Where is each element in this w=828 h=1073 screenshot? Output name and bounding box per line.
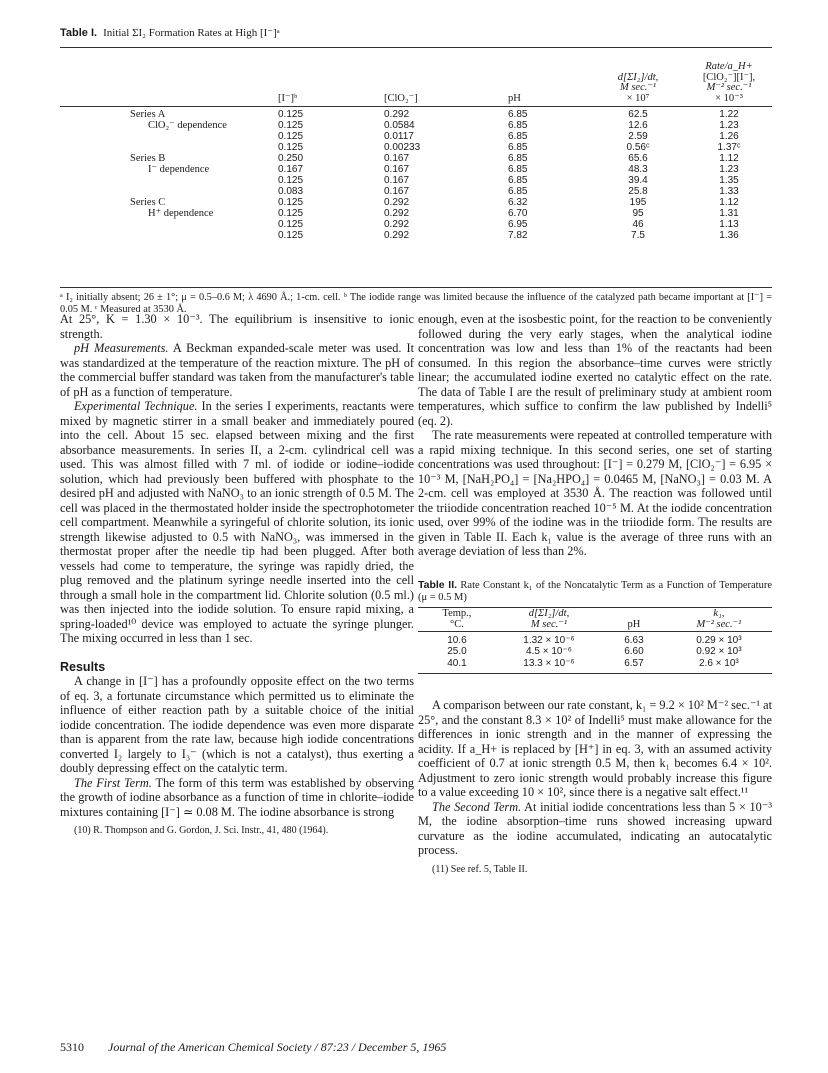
table1-header-rate-l1: d[ΣI₂]/dt, (617, 71, 659, 83)
page-footer (60, 1040, 446, 1055)
table1-cell-c3: 6.85 (508, 164, 528, 175)
table1-cell-c1: 0.125 (278, 208, 304, 219)
table1-cell-c5: 1.31 (719, 208, 739, 219)
page-number: 5310 (60, 1040, 84, 1054)
table1-row (60, 186, 772, 197)
table1-cell-c1: 0.125 (278, 131, 304, 142)
table1-cell-c1: 0.125 (278, 175, 304, 186)
table1-cell-c4: 48.3 (628, 164, 648, 175)
table1-cell-label: ClO₂⁻ dependence (148, 120, 227, 131)
table1-cell-c3: 6.32 (508, 197, 528, 208)
table2-row (418, 658, 772, 670)
table1-cell-c5: 1.26 (719, 131, 739, 142)
table2-cell-c3: 6.57 (624, 657, 644, 669)
table2-header-rate-l1: d[ΣI₂]/dt, (528, 607, 570, 619)
table1-row (60, 219, 772, 230)
table2-header-rate-l2: M sec.⁻¹ (530, 619, 568, 630)
table1-cell-c5: 1.12 (719, 197, 739, 208)
left-paragraph-technique (60, 399, 414, 646)
table1-cell-c2: 0.292 (384, 219, 410, 230)
table1-header-rate-l2: M sec.⁻¹ (619, 82, 657, 93)
journal-citation: Journal of the American Chemical Society / 87:23 / December 5, 1965 (108, 1040, 447, 1054)
table1-cell-c1: 0.125 (278, 197, 304, 208)
table2-header-k1-l2: M⁻² sec.⁻¹ (696, 619, 742, 630)
table1-cell-c3: 6.85 (508, 109, 528, 120)
table1-header-normrate-l3: M⁻² sec.⁻¹ (706, 82, 752, 93)
table1-cell-c5: 1.12 (719, 153, 739, 164)
table1-cell-c4: 195 (629, 197, 647, 208)
table1-cell-c1: 0.125 (278, 230, 304, 241)
right-paragraph-1: enough, even at the isosbestic point, for the reaction to be conveniently followed during the very early stages, when the analytical iodine concentration was low and less than 1% of the reactants had been consumed. In this region the absorbance–time curves were strictly linear; the accumulated iodine exerted no catalytic effect on the rate. The data of Table I are the result of preliminary study at ambient room temperatures, which suffice to confirm the law published by Indelli⁵ (eq. 2). (418, 312, 772, 428)
table1-cell-c4: 95 (632, 208, 644, 219)
table1-header-normrate (686, 62, 772, 107)
table1-row (60, 197, 772, 208)
right-paragraph-second-term (418, 800, 772, 858)
table1-cell-c2: 0.292 (384, 230, 410, 241)
table1-row (60, 142, 772, 153)
table1-cell-c3: 6.85 (508, 120, 528, 131)
table1-header-row (60, 62, 772, 107)
table1-cell-c4: 39.4 (628, 175, 648, 186)
table2-header-k1-l1: k₁, (713, 607, 725, 619)
table2-cell-c2: 4.5 × 10⁻⁶ (526, 646, 572, 657)
table1-cell-c1: 0.125 (278, 219, 304, 230)
table2-cell-c4: 0.29 × 10³ (696, 634, 742, 646)
table2-header-row (418, 608, 772, 632)
table1-cell-c1: 0.250 (278, 153, 304, 164)
table1-cell-c3: 7.82 (508, 230, 528, 241)
table1-cell-c4: 12.6 (628, 120, 648, 131)
first-term-text: The form of this term was established by observing the growth of iodine absorbance as a function of time in chlorite–iodide mixtures containing [I⁻] ≃ 0.08 M. The iodine absorbance is strong (60, 775, 414, 819)
table2-cell-c4: 0.92 × 10³ (696, 646, 742, 657)
table1-cell-c2: 0.167 (384, 153, 410, 164)
footnote-10: (10) R. Thompson and G. Gordon, J. Sci. Instr., 41, 480 (1964). (74, 825, 329, 836)
table1-body (60, 109, 772, 241)
results-heading: Results (60, 659, 106, 674)
table2-cell-c1: 25.0 (447, 646, 467, 657)
table1-cell-label: H⁺ dependence (148, 208, 214, 219)
right-paragraph-3: A comparison between our rate constant, k₁ = 9.2 × 10² M⁻² sec.⁻¹ at 25°, and the constant 8.3 × 10² of Indelli⁵ must make allowance for the differences in ionic strength and in the manner of expressing the acidity. If a_H+ is replaced by [H⁺] in eq. 3, with an assumed activity coefficient of 0.7 at ionic strength 0.5 M, then k₁ becomes 6.4 × 10². Adjustment to zero ionic strength would probably increase this figure to a value exceeding 10 × 10², since there is a negative salt effect.¹¹ (418, 698, 772, 799)
table1-cell-c2: 0.167 (384, 164, 410, 175)
table1-cell-c5: 1.23 (719, 164, 739, 175)
table1-cell-c2: 0.292 (384, 109, 410, 120)
table1-cell-c5: 1.36 (719, 230, 739, 241)
table1-row (60, 153, 772, 164)
table2-caption (418, 579, 772, 604)
table1-header-ph: pH (508, 92, 521, 104)
table2-block (418, 579, 772, 675)
table1-cell-c2: 0.00233 (384, 142, 421, 153)
table1-cell-label: I⁻ dependence (148, 164, 210, 175)
table2-header-rate (496, 608, 602, 632)
table1-cell-c3: 6.85 (508, 131, 528, 142)
table1-title: Initial ΣI₂ Formation Rates at High [I⁻]ᵃ (103, 27, 280, 39)
table1-cell-c3: 6.85 (508, 175, 528, 186)
table2-bottom-rule (418, 673, 772, 674)
table1-row (60, 164, 772, 175)
table2-label: Table II. (418, 578, 458, 591)
table1-cell-c4: 46 (632, 219, 644, 230)
table1-cell-c4: 7.5 (631, 230, 645, 241)
table1-cell-c1: 0.125 (278, 142, 304, 153)
table1-cell-label (60, 131, 268, 142)
left-paragraph-results: A change in [I⁻] has a profoundly opposite effect on the two terms of eq. 3, a fortunate circumstance which permitted us to eliminate the influence of either reaction path by a suitable choice of the initial iodide concentration. The iodide dependence was even more disparate than is apparent from the rate law, because high iodide concentrations converted I₂ largely to I₃⁻ (which is not a catalyst), thus exerting a doubly depressing effect on the catalytic term. (60, 674, 414, 775)
table1-row (60, 175, 772, 186)
table1-footnote: ᵃ I₂ initially absent; 26 ± 1°; μ = 0.5–0.6 M; λ 4690 Å.; 1-cm. cell. ᵇ The iodide range was limited because the influence of the catalyzed path became important at [I⁻] = 0.05 M. ᶜ Measured at 3530 Å. (60, 292, 772, 315)
table1-cell-c3: 6.85 (508, 142, 528, 153)
table2-header-temp (418, 608, 496, 632)
table2 (418, 608, 772, 670)
table1-cell-label: Series A (130, 109, 166, 120)
table1-row (60, 230, 772, 241)
table1-cell-c4: 65.6 (628, 153, 648, 164)
table1-cell-c5: 1.35 (719, 175, 739, 186)
table2-header-k1 (666, 608, 772, 632)
table1-header-normrate-l4: × 10⁻³ (715, 92, 743, 104)
table1-cell-c1: 0.167 (278, 164, 304, 175)
table2-header-temp-l1: Temp., (442, 607, 472, 619)
table1-label: Table I. (60, 27, 98, 39)
table1-row (60, 120, 772, 131)
table2-cell-c2: 1.32 × 10⁻⁶ (523, 634, 575, 646)
left-paragraph-first-term (60, 776, 414, 820)
left-column (60, 310, 414, 837)
table2-cell-c3: 6.63 (624, 634, 644, 646)
table1-row (60, 131, 772, 142)
table1-row (60, 208, 772, 219)
table1-cell-c2: 0.167 (384, 186, 410, 197)
table1-cell-label (60, 186, 268, 197)
footnote-11: (11) See ref. 5, Table II. (432, 863, 528, 875)
table2-cell-c1: 10.6 (447, 634, 467, 646)
table1-cell-c4: 62.5 (628, 109, 648, 120)
table2-row (418, 635, 772, 647)
table1-caption (60, 26, 280, 39)
left-paragraph-1: At 25°, K = 1.30 × 10⁻³. The equilibrium is insensitive to ionic strength. (60, 312, 414, 341)
table2-body (418, 635, 772, 670)
table1-cell-label (60, 142, 268, 153)
table1-row (60, 109, 772, 120)
table1-cell-label (60, 230, 268, 241)
table1-cell-label: Series C (130, 197, 166, 208)
table1-cell-label (60, 175, 268, 186)
left-paragraph-ph (60, 341, 414, 399)
table1-cell-c5: 1.33 (719, 186, 739, 197)
table1-header-chlorite: [ClO₂⁻] (384, 92, 418, 104)
table1-cell-c5: 1.23 (719, 120, 739, 131)
table1-cell-c3: 6.95 (508, 219, 528, 230)
ph-heading: pH Measurements. (74, 341, 169, 355)
table1-top-rule (60, 47, 772, 48)
table1-cell-c4: 25.8 (628, 186, 648, 197)
table2-cell-c1: 40.1 (447, 657, 467, 669)
technique-text: In the series I experiments, reactants were mixed by magnetic stirrer in a small beaker and immediately poured into the cell. About 15 sec. elapsed between mixing and the first absorbance measurements. In series II, a 2-cm. cylindrical cell was used. This was almost filled with 7 ml. of iodide or iodine–iodide solution, which had previously been buffered with phosphate to the desired pH and adjusted with NaNO₃ to an ionic strength of 0.5 M. The cell was placed in the thermostated holder inside the spectrophotometer cell compartment. Meanwhile a syringeful of chlorite solution, its ionic strength likewise adjusted to 0.5 with NaNO₃, was immersed in the thermostat proper after the needle tip had been plugged. After both vessels had come to temperature, the syringe was rapidly dried, the plug removed and the platinum syringe needle inserted into the cell through a small hole in the compartment lid. Chlorite solution (0.5 ml.) was then injected into the iodide solution. To ensure rapid mixing, a spring-loaded¹⁰ device was employed to actuate the syringe plunger. The mixing occurred in less than 1 sec. (60, 399, 414, 645)
table1-header-iodide: [I⁻]ᵇ (278, 92, 298, 104)
table1-cell-c4: 0.56ᶜ (626, 142, 650, 153)
table1-cell-c1: 0.083 (278, 186, 304, 197)
table1-header-rate (590, 62, 686, 107)
table1-cell-c5: 1.22 (719, 109, 739, 120)
table1-header-rate-l3: × 10⁷ (626, 92, 650, 104)
table2-cell-c2: 13.3 × 10⁻⁶ (523, 657, 575, 669)
table2-title: Rate Constant k₁ of the Noncatalytic Term as a Function of Temperature (μ = 0.5 M) (418, 579, 772, 603)
first-term-heading: The First Term. (74, 775, 152, 790)
table2-cell-c4: 2.6 × 10³ (699, 657, 739, 669)
ph-text: A Beckman expanded-scale meter was used. It was standardized at the temperature of the reaction mixture. The pH of the commercial buffer standard was taken from the manufacturer's table of pH as a function of temperature. (60, 341, 415, 399)
table1-cell-c4: 2.59 (628, 131, 648, 142)
technique-heading: Experimental Technique. (74, 399, 198, 413)
table1-cell-label: Series B (130, 153, 166, 164)
table1-bottom-rule (60, 287, 772, 288)
table1-header-normrate-l1: Rate/a_H+ (705, 61, 753, 72)
table1-cell-c2: 0.292 (384, 197, 410, 208)
table1-cell-c1: 0.125 (278, 120, 304, 131)
table2-header-ph: pH (627, 619, 641, 630)
table1-cell-c2: 0.292 (384, 208, 410, 219)
second-term-heading: The Second Term. (432, 799, 522, 814)
table1-cell-label (60, 219, 268, 230)
table1-cell-c3: 6.85 (508, 186, 528, 197)
table1-cell-c2: 0.0117 (384, 131, 414, 142)
table2-cell-c3: 6.60 (624, 646, 644, 657)
table1-cell-c3: 6.85 (508, 153, 528, 164)
table2-row (418, 646, 772, 658)
table1-cell-c5: 1.13 (719, 219, 739, 230)
table1 (60, 62, 772, 241)
table1-cell-c1: 0.125 (278, 109, 304, 120)
table1-cell-c5: 1.37ᶜ (717, 142, 741, 153)
table1-header-normrate-l2: [ClO₂⁻][I⁻], (702, 71, 756, 83)
table1-cell-c2: 0.167 (384, 175, 410, 186)
table1-cell-c3: 6.70 (508, 208, 528, 219)
table2-header-temp-l2: °C. (450, 619, 464, 630)
table1-cell-c2: 0.0584 (384, 120, 415, 131)
right-paragraph-2: The rate measurements were repeated at controlled temperature with a rapid mixing technique. In this second series, one set of starting concentrations was used throughout: [I⁻] = 0.279 M, [ClO₂⁻] = 6.95 × 10⁻³ M, [NaH₂PO₄] = [Na₂HPO₄] = 0.0465 M, [NaNO₃] = 0.03 M. A 2-cm. cell was employed at 3530 Å. The reaction was followed until the triiodide concentration reached 10⁻⁵ M. At the iodide concentration used, over 99% of the iodine was in the triiodide form. The results are given in Table II. Each k₁ value is the average of three runs with an average deviation of less than 2%. (418, 428, 772, 558)
second-term-text: At initial iodide concentrations less than 5 × 10⁻³ M, the iodine absorption–time runs showed increasing upward curvature as the iodine accumulated, indicating an autocatalytic process. (418, 799, 773, 857)
right-column (418, 310, 772, 876)
